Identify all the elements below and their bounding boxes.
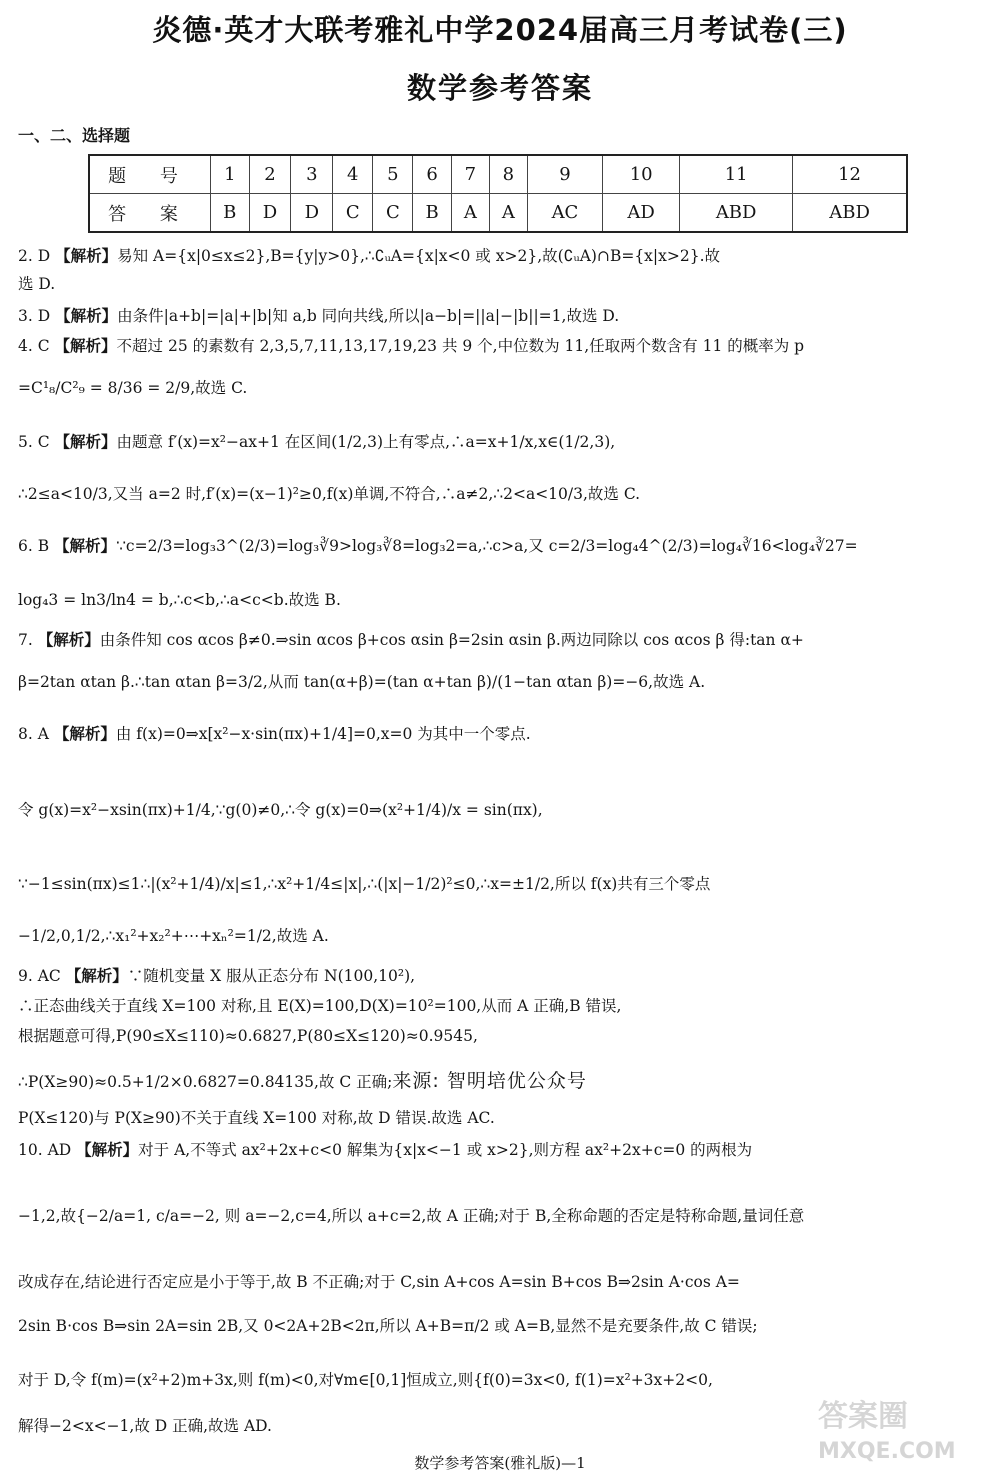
answer-cell: A <box>451 194 489 233</box>
solution-line <box>18 874 984 894</box>
solution-text: ∵c=2/3=log₃3^(2/3)=log₃∛9>log₃∛8=log₃2=a,∴c>a,又 c=2/3=log₄4^(2/3)=log₄∛16<log₄∛27= <box>116 537 858 555</box>
analysis-tag: 【解析】 <box>53 725 116 743</box>
question-number: 9 <box>527 155 602 194</box>
answer-cell: D <box>291 194 333 233</box>
solution-line <box>18 1068 984 1096</box>
solution-text: 易知 A={x|0≤x≤2},B={y|y>0},∴∁ᵤA={x|x<0 或 x>2},故(∁ᵤA)∩B={x|x>2}.故 <box>117 247 721 265</box>
analysis-tag: 【解析】 <box>54 433 117 451</box>
analysis-tag: 【解析】 <box>55 307 118 325</box>
svg-text:答案圈: 答案圈 <box>818 1399 908 1434</box>
question-label: 5. C <box>18 433 50 451</box>
analysis-tag: 【解析】 <box>37 631 100 649</box>
row-label-number: 题 号 <box>89 155 211 194</box>
question-number: 4 <box>333 155 373 194</box>
answer-cell: AD <box>603 194 680 233</box>
solution-line <box>18 1026 984 1046</box>
solution-text: =C¹₈/C²₉ = 8/36 = 2/9,故选 C. <box>18 379 248 397</box>
answer-cell: C <box>373 194 413 233</box>
solution-line <box>18 1206 984 1226</box>
solution-text: −1/2,0,1/2,∴x₁²+x₂²+⋯+xₙ²=1/2,故选 A. <box>18 927 329 945</box>
section-title: 一、二、选择题 <box>18 126 131 145</box>
question-label: 8. A <box>18 725 49 743</box>
solution-line <box>18 966 984 986</box>
solution-line <box>18 724 984 744</box>
question-number: 5 <box>373 155 413 194</box>
solution-text: 根据题意可得,P(90≤X≤110)≈0.6827,P(80≤X≤120)≈0.9545, <box>18 1027 478 1045</box>
solution-text: −1,2,故{−2/a=1, c/a=−2, 则 a=−2,c=4,所以 a+c=2,故 A 正确;对于 B,全称命题的否定是特称命题,量词任意 <box>18 1207 805 1225</box>
source-note: 来源: 智明培优公众号 <box>392 1070 587 1092</box>
question-label: 2. D <box>18 247 51 265</box>
question-number: 8 <box>489 155 527 194</box>
solution-line <box>18 926 984 946</box>
page-subtitle: 数学参考答案 <box>406 71 593 105</box>
question-label: 10. AD <box>18 1141 72 1159</box>
page-footer: 数学参考答案(雅礼版)—1 <box>414 1454 586 1472</box>
analysis-tag: 【解析】 <box>65 967 128 985</box>
question-label: 9. AC <box>18 967 61 985</box>
solution-text: 令 g(x)=x²−xsin(πx)+1/4,∵g(0)≠0,∴令 g(x)=0⇒(x²+1/4)/x = sin(πx), <box>18 801 543 819</box>
question-number: 2 <box>249 155 291 194</box>
solution-text: 由 f(x)=0⇒x[x²−x·sin(πx)+1/4]=0,x=0 为其中一个零点. <box>115 725 531 743</box>
solution-line <box>18 800 984 820</box>
solution-line <box>18 536 984 556</box>
solution-line <box>18 306 984 326</box>
solution-line <box>18 672 984 692</box>
answer-cell: B <box>413 194 452 233</box>
answer-table <box>88 154 908 233</box>
solution-text: 由题意 f′(x)=x²−ax+1 在区间(1/2,3)上有零点,∴a=x+1/x,x∈(1/2,3), <box>116 433 616 451</box>
solution-line <box>18 1272 984 1292</box>
solution-line <box>18 590 984 610</box>
solution-line <box>18 246 984 266</box>
question-number: 7 <box>451 155 489 194</box>
analysis-tag: 【解析】 <box>76 1141 139 1159</box>
solution-line <box>18 274 984 294</box>
solution-line <box>18 1108 984 1128</box>
solution-line <box>18 630 984 650</box>
answer-cell: D <box>249 194 291 233</box>
question-number: 3 <box>291 155 333 194</box>
solution-line <box>18 484 984 504</box>
svg-text:MXQE.COM: MXQE.COM <box>818 1439 956 1464</box>
question-number: 12 <box>793 155 907 194</box>
solution-text: 对于 A,不等式 ax²+2x+c<0 解集为{x|x<−1 或 x>2},则方程 ax²+2x+c=0 的两根为 <box>138 1141 753 1159</box>
solution-line <box>18 1316 984 1336</box>
solution-text: log₄3 = ln3/ln4 = b,∴c<b,∴a<c<b.故选 B. <box>18 591 341 609</box>
answer-cell: A <box>489 194 527 233</box>
question-number: 1 <box>211 155 250 194</box>
solution-text: 不超过 25 的素数有 2,3,5,7,11,13,17,19,23 共 9 个,中位数为 11,任取两个数含有 11 的概率为 p <box>116 337 805 355</box>
watermark-logo <box>808 1386 988 1466</box>
solution-line <box>18 432 984 452</box>
solution-line <box>18 1140 984 1160</box>
solution-text: ∵随机变量 X 服从正态分布 N(100,10²), <box>127 967 416 985</box>
question-label: 4. C <box>18 337 50 355</box>
question-label: 6. B <box>18 537 50 555</box>
solution-text: 解得−2<x<−1,故 D 正确,故选 AD. <box>18 1417 272 1435</box>
solution-text: P(X≤120)与 P(X≥90)不关于直线 X=100 对称,故 D 错误.故选 AC. <box>18 1109 495 1127</box>
question-number: 6 <box>413 155 452 194</box>
analysis-tag: 【解析】 <box>55 247 118 265</box>
answer-cell: B <box>211 194 250 233</box>
solution-text: ∴正态曲线关于直线 X=100 对称,且 E(X)=100,D(X)=10²=100,从而 A 正确,B 错误, <box>18 997 622 1015</box>
question-label: 3. D <box>18 307 51 325</box>
solution-text: ∴2≤a<10/3,又当 a=2 时,f′(x)=(x−1)²≥0,f(x)单调,不符合,∴a≠2,∴2<a<10/3,故选 C. <box>18 485 641 503</box>
solution-text: β=2tan αtan β.∴tan αtan β=3/2,从而 tan(α+β)=(tan α+tan β)/(1−tan αtan β)=−6,故选 A. <box>18 673 706 691</box>
page-title: 炎德·英才大联考雅礼中学2024届高三月考试卷(三) <box>152 13 848 47</box>
question-number: 10 <box>603 155 680 194</box>
solution-line <box>18 378 984 398</box>
row-label-answer: 答 案 <box>89 194 211 233</box>
answer-table-number-row <box>89 155 907 194</box>
solution-line <box>18 996 984 1016</box>
answer-cell: C <box>333 194 373 233</box>
answer-cell: AC <box>527 194 602 233</box>
answer-cell: ABD <box>793 194 907 233</box>
solution-text: 2sin B·cos B⇒sin 2A=sin 2B,又 0<2A+2B<2π,所以 A+B=π/2 或 A=B,显然不是充要条件,故 C 错误; <box>18 1317 758 1335</box>
question-label: 7. <box>18 631 33 649</box>
question-number: 11 <box>680 155 793 194</box>
solution-text: 由条件知 cos αcos β≠0.⇒sin αcos β+cos αsin β=2sin αsin β.两边同除以 cos αcos β 得:tan α+ <box>99 631 804 649</box>
solution-text: 对于 D,令 f(m)=(x²+2)m+3x,则 f(m)<0,对∀m∈[0,1]恒成立,则{f(0)=3x<0, f(1)=x²+3x+2<0, <box>18 1371 713 1389</box>
solution-text: 选 D. <box>18 275 56 293</box>
solution-text: ∵−1≤sin(πx)≤1∴|(x²+1/4)/x|≤1,∴x²+1/4≤|x|,∴(|x|−1/2)²≤0,∴x=±1/2,所以 f(x)共有三个零点 <box>18 875 711 893</box>
answer-cell: ABD <box>680 194 793 233</box>
solution-text: ∴P(X≥90)≈0.5+1/2×0.6827=0.84135,故 C 正确; <box>18 1073 393 1091</box>
solution-text: 由条件|a+b|=|a|+|b|知 a,b 同向共线,所以|a−b|=||a|−|b||=1,故选 D. <box>117 307 620 325</box>
solution-text: 改成存在,结论进行否定应是小于等于,故 B 不正确;对于 C,sin A+cos A=sin B+cos B⇒2sin A·cos A= <box>18 1273 740 1291</box>
analysis-tag: 【解析】 <box>54 537 117 555</box>
analysis-tag: 【解析】 <box>54 337 117 355</box>
solution-line <box>18 336 984 356</box>
answer-table-answer-row <box>89 194 907 233</box>
